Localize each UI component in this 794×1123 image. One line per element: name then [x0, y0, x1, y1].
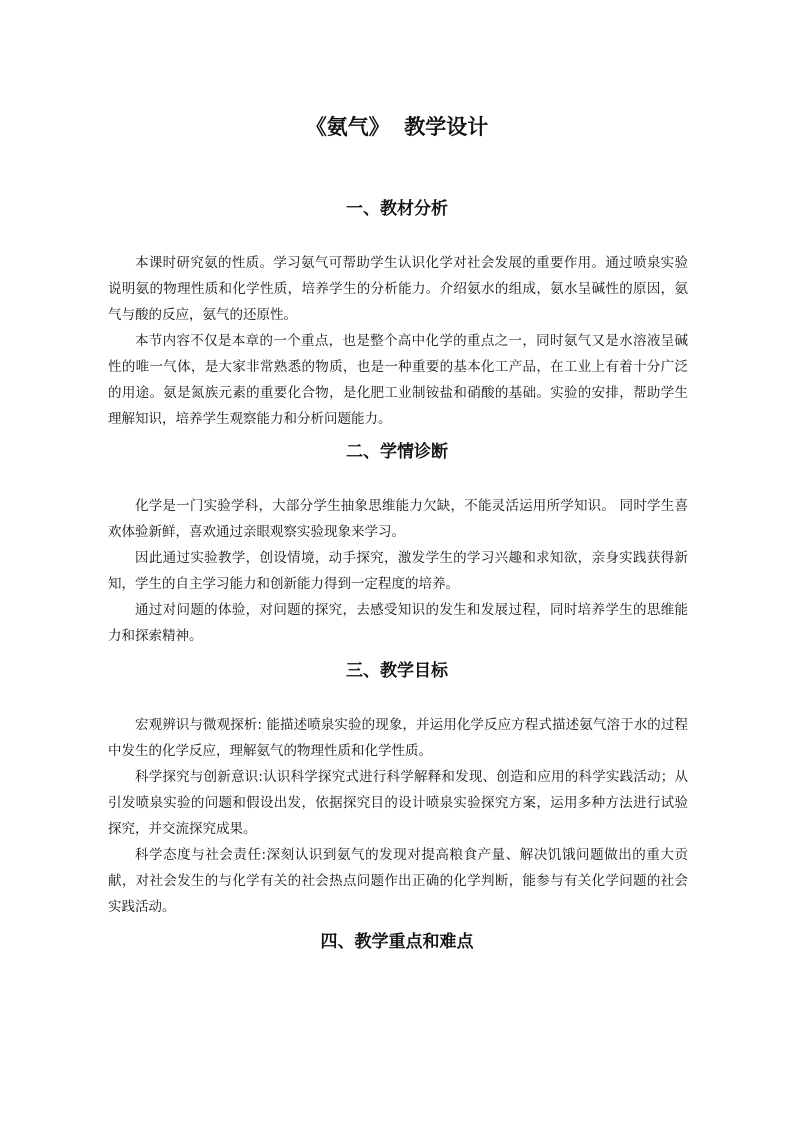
paragraph: 科学探究与创新意识:认识科学探究式进行科学解释和发现、创造和应用的科学实践活动；从引发喷泉实验的问题和假设出发，依据探究目的设计喷泉实验探究方案，运用多种方法进行试验探究，并交流探究成果。: [108, 769, 688, 837]
paragraph: 科学态度与社会责任:深刻认识到氨气的发现对提高粮食产量、解决饥饿问题做出的重大贡献，对社会发生的与化学有关的社会热点问题作出正确的化学判断，能参与有关化学问题的社会实践活动。: [108, 847, 688, 915]
section-heading-textbook-analysis: 一、教材分析: [346, 199, 448, 219]
paragraph: 本节内容不仅是本章的一个重点，也是整个高中化学的重点之一，同时氨气又是水溶液呈碱性的唯一气体，是大家非常熟悉的物质，也是一种重要的基本化工产品，在工业上有着十分广泛的用途。氨是氮族元素的重要化合物，是化肥工业制铵盐和硝酸的基础。实验的安排，帮助学生理解知识，培养学生观察能力和分析问题能力。: [108, 333, 688, 427]
paragraph: 宏观辨识与微观探析: 能描述喷泉实验的现象，并运用化学反应方程式描述氨气溶于水的过程中发生的化学反应，理解氨气的物理性质和化学性质。: [108, 717, 688, 759]
section-heading-key-points: 四、教学重点和难点: [320, 932, 474, 952]
section-heading-student-diagnosis: 二、学情诊断: [346, 442, 448, 462]
section-heading-teaching-objectives: 三、教学目标: [346, 661, 448, 681]
document-title: 《氨气》 教学设计: [305, 115, 489, 139]
paragraph: 本课时研究氨的性质。学习氨气可帮助学生认识化学对社会发展的重要作用。通过喷泉实验说明氨的物理性质和化学性质，培养学生的分析能力。介绍氨水的组成，氨水呈碱性的原因，氨气与酸的反应，氨气的还原性。: [108, 255, 688, 323]
paragraph: 化学是一门实验学科，大部分学生抽象思维能力欠缺，不能灵活运用所学知识。 同时学生喜欢体验新鲜，喜欢通过亲眼观察实验现象来学习。: [108, 498, 688, 540]
paragraph: 通过对问题的体验，对问题的探究，去感受知识的发生和发展过程，同时培养学生的思维能力和探索精神。: [108, 602, 688, 644]
paragraph: 因此通过实验教学，创设情境，动手探究，激发学生的学习兴趣和求知欲，亲身实践获得新知，学生的自主学习能力和创新能力得到一定程度的培养。: [108, 550, 688, 592]
